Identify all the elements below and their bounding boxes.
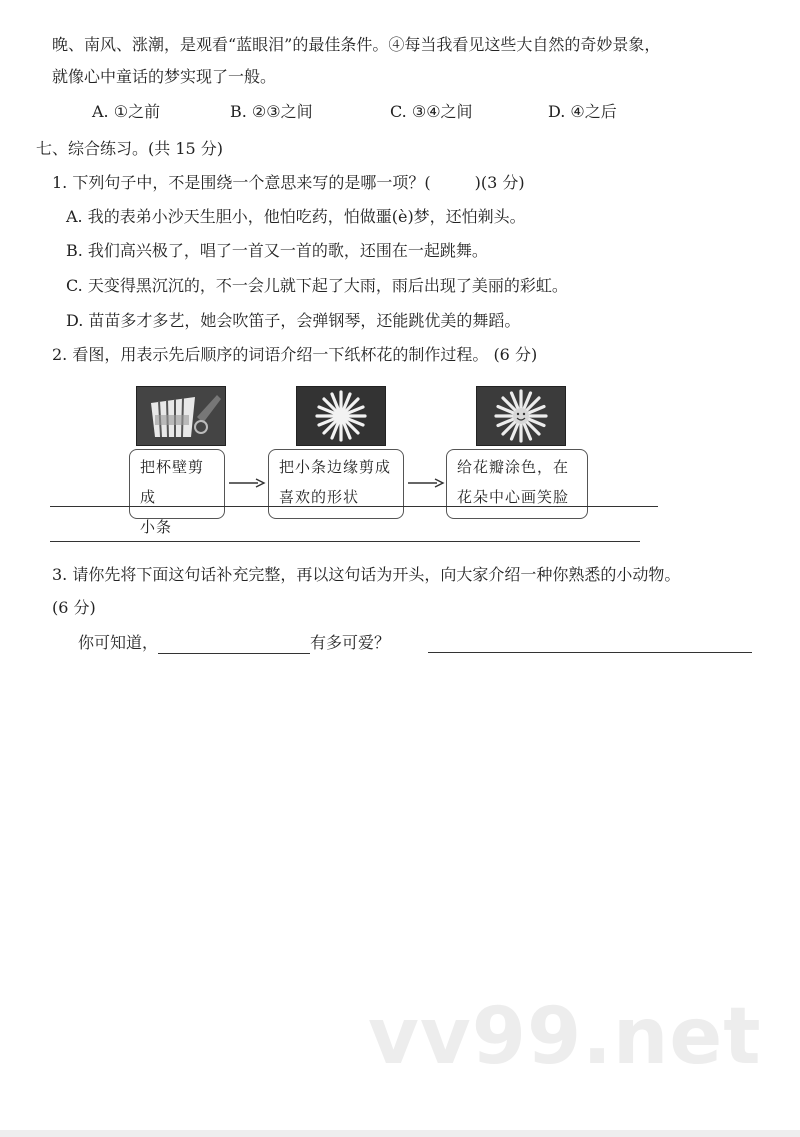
q2-stem: 2. 看图，用表示先后顺序的词语介绍一下纸杯花的制作过程。 (6 分)	[52, 345, 538, 364]
q3-fill-blank[interactable]	[158, 635, 310, 654]
flower-icon	[297, 387, 385, 445]
arrow-right-icon	[228, 477, 266, 489]
paper-cup-cut-photo	[136, 386, 226, 446]
q1-option-a: A. 我的表弟小沙天生胆小，他怕吃药，怕做噩(è)梦，还怕剃头。	[66, 207, 526, 226]
step-card-3	[446, 449, 588, 519]
passage-line-2: 就像心中童话的梦实现了一般。	[52, 67, 277, 86]
q1-stem	[52, 172, 525, 194]
q1-stem-before: 1. 下列句子中，不是围绕一个意思来写的是哪一项？(	[52, 173, 431, 192]
passage-option-b: B. ②③之间	[230, 102, 313, 121]
section-title: 七、综合练习。(共 15 分)	[36, 139, 224, 158]
q2-answer-line-2[interactable]	[50, 541, 640, 542]
step-1-line-1: 把杯壁剪成	[140, 458, 205, 506]
colored-flower-smile-photo	[476, 386, 566, 446]
flower-shape-photo	[296, 386, 386, 446]
q2-answer-line-1[interactable]	[50, 506, 658, 507]
q1-option-b: B. 我们高兴极了，唱了一首又一首的歌，还围在一起跳舞。	[66, 241, 488, 260]
passage-option-c: C. ③④之间	[390, 102, 473, 121]
step-card-2	[268, 449, 404, 519]
smiling-flower-icon	[477, 387, 565, 445]
step-1-line-2: 小条	[140, 518, 173, 536]
q3-prompt	[78, 632, 390, 654]
q3-stem: 3. 请你先将下面这句话补充完整，再以这句话为开头，向大家介绍一种你熟悉的小动物。	[52, 565, 681, 584]
q3-prompt-after: 有多可爱？	[310, 633, 391, 652]
watermark: vv99.net	[368, 992, 762, 1082]
passage-line-1: 晚、南风、涨潮，是观看“蓝眼泪”的最佳条件。④每当我看见这些大自然的奇妙景象，	[52, 35, 661, 54]
paper-cup-icon	[137, 387, 225, 445]
step-2-line-1: 把小条边缘剪成	[279, 458, 392, 476]
q1-option-c: C. 天变得黑沉沉的，不一会儿就下起了大雨，雨后出现了美丽的彩虹。	[66, 276, 568, 295]
passage-option-d: D. ④之后	[548, 102, 617, 121]
step-2-line-2: 喜欢的形状	[279, 488, 360, 506]
page-bottom-edge	[0, 1130, 800, 1137]
step-3-line-2: 花朵中心画笑脸	[457, 488, 570, 506]
arrow-right-icon	[407, 477, 445, 489]
q1-stem-after: )(3 分)	[474, 173, 525, 192]
q3-answer-line[interactable]	[428, 652, 752, 653]
passage-option-a: A. ①之前	[92, 102, 161, 121]
q3-prompt-before: 你可知道，	[78, 633, 159, 652]
step-3-line-1: 给花瓣涂色，在	[457, 458, 570, 476]
q3-score: (6 分)	[52, 598, 96, 617]
q1-option-d: D. 苗苗多才多艺，她会吹笛子，会弹钢琴，还能跳优美的舞蹈。	[66, 311, 521, 330]
step-card-1	[129, 449, 225, 536]
